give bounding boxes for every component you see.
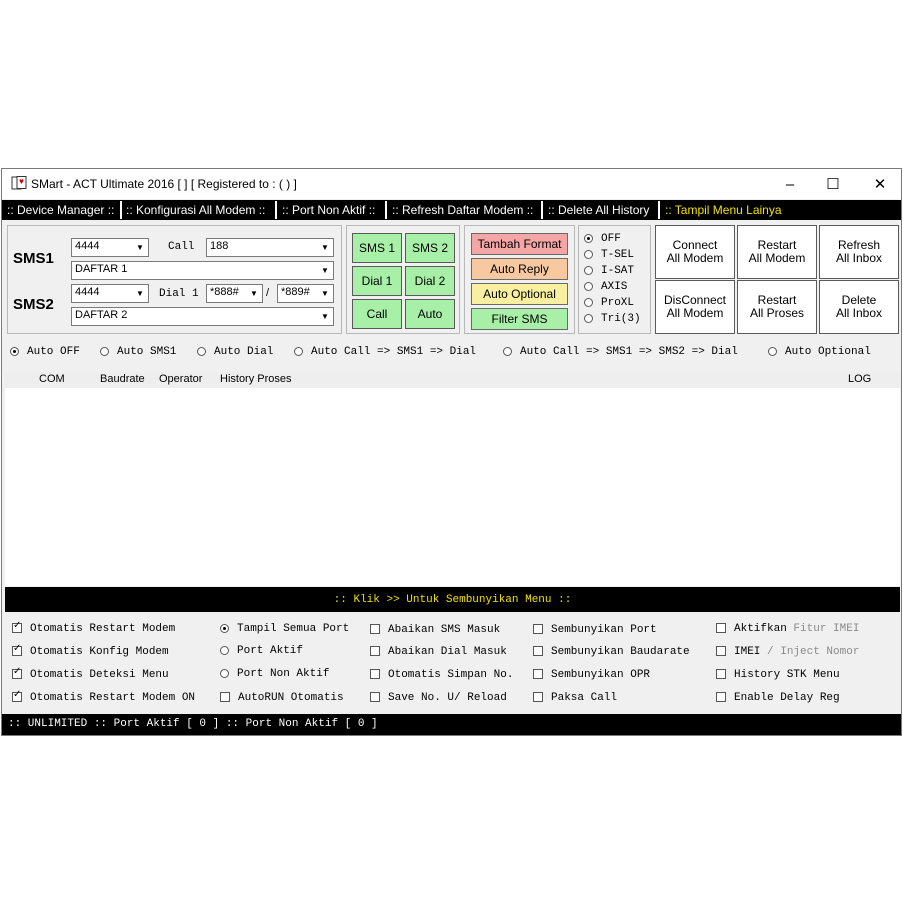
checkbox-icon xyxy=(533,646,543,656)
button-line2: All Modem xyxy=(748,251,806,265)
menu-refresh-daftar-modem[interactable]: :: Refresh Daftar Modem :: xyxy=(392,203,534,217)
checkbox-icon xyxy=(370,692,380,702)
button-line1: DisConnect xyxy=(663,293,727,307)
otomatis-restart-modem-on-checkbox[interactable] xyxy=(12,692,195,704)
table-header xyxy=(5,372,900,388)
radio-selected-icon xyxy=(220,624,229,633)
radio-icon xyxy=(768,347,777,356)
auto-mode-label: Auto Dial xyxy=(214,346,274,358)
status-text: :: UNLIMITED :: Port Aktif [ 0 ] :: Port Non Aktif [ 0 ] xyxy=(8,718,378,730)
aktifkan-fitur-imei-checkbox[interactable] xyxy=(716,623,859,635)
sms2-number-value: 4444 xyxy=(75,286,100,298)
checkbox-icon xyxy=(370,669,380,679)
dial1-code-value: *888# xyxy=(210,286,239,298)
option-label: Otomatis Restart Modem xyxy=(30,623,176,635)
radio-selected-icon xyxy=(584,234,593,243)
auto-mode-label: Auto Call => SMS1 => Dial xyxy=(311,346,477,358)
chevron-down-icon: ▼ xyxy=(318,263,332,278)
option-label: Aktifkan xyxy=(734,623,787,635)
dial2-code-value: *889# xyxy=(281,286,310,298)
auto-mode-label: Auto OFF xyxy=(27,346,80,358)
option-label: Save No. U/ Reload xyxy=(388,692,507,704)
paksa-call-checkbox[interactable] xyxy=(533,692,617,704)
dial1-code-select[interactable] xyxy=(206,284,263,303)
port-aktif-radio[interactable] xyxy=(220,645,303,657)
dial2-code-select[interactable] xyxy=(277,284,334,303)
delete-all-inbox-button[interactable] xyxy=(819,280,899,334)
otomatis-konfig-modem-checkbox[interactable] xyxy=(12,646,169,658)
format-buttons-panel xyxy=(464,225,575,334)
auto-optional-button[interactable]: Auto Optional xyxy=(471,283,568,305)
menu-device-manager[interactable]: :: Device Manager :: xyxy=(7,203,115,217)
dial1-button[interactable]: Dial 1 xyxy=(352,266,402,296)
app-window xyxy=(1,168,902,736)
status-bar xyxy=(2,714,901,735)
option-label: Otomatis Konfig Modem xyxy=(30,646,169,658)
imei-inject-nomor-checkbox[interactable] xyxy=(716,646,859,658)
otomatis-deteksi-menu-checkbox[interactable] xyxy=(12,669,169,681)
dial-separator: / xyxy=(266,287,270,299)
disconnect-all-modem-button[interactable] xyxy=(655,280,735,334)
option-label: Port Aktif xyxy=(237,645,304,657)
auto-mode-label: Auto Optional xyxy=(785,346,871,358)
port-non-aktif-radio[interactable] xyxy=(220,668,329,680)
button-line2: All Modem xyxy=(666,306,724,320)
operator-label: OFF xyxy=(601,233,621,245)
operator-panel xyxy=(578,225,651,334)
enable-delay-reg-checkbox[interactable] xyxy=(716,692,840,704)
sms2-keyword-select[interactable] xyxy=(71,307,334,326)
sembunyikan-opr-checkbox[interactable] xyxy=(533,669,650,681)
otomatis-simpan-no-checkbox[interactable] xyxy=(370,669,513,681)
button-line2: All Inbox xyxy=(835,251,883,265)
checkbox-icon xyxy=(716,669,726,679)
column-header-operator[interactable]: Operator xyxy=(159,373,203,385)
button-line2: All Inbox xyxy=(835,306,883,320)
radio-icon xyxy=(584,282,593,291)
auto-reply-button[interactable]: Auto Reply xyxy=(471,258,568,280)
checkbox-checked-icon xyxy=(12,692,22,702)
menu-separator xyxy=(658,201,660,219)
save-no-reload-checkbox[interactable] xyxy=(370,692,507,704)
title-bar[interactable] xyxy=(2,169,901,199)
button-line1: Refresh xyxy=(837,238,881,252)
option-label: History STK Menu xyxy=(734,669,840,681)
checkbox-icon xyxy=(716,692,726,702)
option-label: Sembunyikan Baudarate xyxy=(551,646,690,658)
option-label: Enable Delay Reg xyxy=(734,692,840,704)
close-icon: ✕ xyxy=(873,176,887,193)
operator-radio-tri[interactable] xyxy=(584,313,641,325)
checkbox-icon xyxy=(716,646,726,656)
radio-icon xyxy=(294,347,303,356)
operator-radio-off[interactable] xyxy=(584,233,621,245)
sms1-label: SMS1 xyxy=(13,250,54,267)
operator-radio-isat[interactable] xyxy=(584,265,634,277)
connect-all-modem-button[interactable] xyxy=(655,225,735,279)
abaikan-dial-masuk-checkbox[interactable] xyxy=(370,646,507,658)
auto-off-radio[interactable] xyxy=(10,346,80,358)
button-line1: Delete xyxy=(841,293,877,307)
option-label: Otomatis Restart Modem ON xyxy=(30,692,196,704)
chevron-down-icon: ▼ xyxy=(318,309,332,324)
operator-label: Tri(3) xyxy=(601,313,641,325)
column-header-log[interactable]: LOG xyxy=(848,373,872,385)
autorun-otomatis-checkbox[interactable] xyxy=(220,692,344,704)
operator-label: T-SEL xyxy=(601,249,635,261)
sms1-button[interactable]: SMS 1 xyxy=(352,233,402,263)
checkbox-icon xyxy=(533,669,543,679)
sms1-number-value: 4444 xyxy=(75,240,100,252)
action-buttons-panel xyxy=(346,225,460,334)
option-label: Otomatis Simpan No. xyxy=(388,669,514,681)
auto-call-sms1-dial-radio[interactable] xyxy=(294,346,476,358)
auto-optional-radio[interactable] xyxy=(768,346,871,358)
option-label: Port Non Aktif xyxy=(237,668,330,680)
dial2-button[interactable]: Dial 2 xyxy=(405,266,455,296)
otomatis-restart-modem-checkbox[interactable] xyxy=(12,623,175,635)
auto-mode-label: Auto Call => SMS1 => SMS2 => Dial xyxy=(520,346,738,358)
auto-sms1-radio[interactable] xyxy=(100,346,176,358)
close-button[interactable] xyxy=(857,169,903,199)
chevron-down-icon: ▼ xyxy=(318,240,332,255)
menu-tampil-menu-lainya[interactable]: :: Tampil Menu Lainya xyxy=(665,203,782,217)
menu-port-non-aktif[interactable]: :: Port Non Aktif :: xyxy=(282,203,376,217)
sms2-button[interactable]: SMS 2 xyxy=(405,233,455,263)
hide-menu-bar[interactable]: :: Klik >> Untuk Sembunyikan Menu :: xyxy=(5,587,900,612)
menu-delete-all-history[interactable]: :: Delete All History xyxy=(548,203,650,217)
dial-label: Dial 1 xyxy=(159,288,199,300)
menu-konfigurasi-all-modem[interactable]: :: Konfigurasi All Modem :: xyxy=(126,203,266,217)
sembunyikan-baudarate-checkbox[interactable] xyxy=(533,646,690,658)
call-label: Call xyxy=(168,241,195,253)
operator-label: AXIS xyxy=(601,281,628,293)
column-header-com[interactable]: COM xyxy=(39,373,65,385)
radio-icon xyxy=(584,314,593,323)
menu-separator xyxy=(385,201,387,219)
radio-icon xyxy=(584,250,593,259)
sms2-keyword-value: DAFTAR 2 xyxy=(75,309,128,321)
option-label-disabled: / Inject Nomor xyxy=(767,646,860,658)
filter-sms-button[interactable]: Filter SMS xyxy=(471,308,568,330)
radio-icon xyxy=(220,646,229,655)
option-label: Paksa Call xyxy=(551,692,618,704)
option-label: Tampil Semua Port xyxy=(237,623,350,635)
option-label: Abaikan Dial Masuk xyxy=(388,646,507,658)
operator-radio-tsel[interactable] xyxy=(584,249,634,261)
menu-separator xyxy=(541,201,543,219)
history-stk-menu-checkbox[interactable] xyxy=(716,669,840,681)
checkbox-icon xyxy=(370,646,380,656)
chevron-down-icon: ▼ xyxy=(133,286,147,301)
chevron-down-icon: ▼ xyxy=(133,240,147,255)
button-line1: Restart xyxy=(757,238,797,252)
column-header-history[interactable]: History Proses xyxy=(220,373,292,385)
column-header-baudrate[interactable]: Baudrate xyxy=(100,373,145,385)
tampil-semua-port-radio[interactable] xyxy=(220,623,349,635)
minimize-button[interactable] xyxy=(767,169,813,199)
sms2-label: SMS2 xyxy=(13,296,54,313)
call-number-select[interactable] xyxy=(206,238,334,257)
checkbox-icon xyxy=(533,624,543,634)
option-label: Otomatis Deteksi Menu xyxy=(30,669,169,681)
chevron-down-icon: ▼ xyxy=(247,286,261,301)
radio-icon xyxy=(584,266,593,275)
modem-log-list[interactable] xyxy=(5,388,900,586)
option-label: IMEI xyxy=(734,646,761,658)
radio-icon xyxy=(220,669,229,678)
radio-icon xyxy=(100,347,109,356)
sms2-number-select[interactable] xyxy=(71,284,149,303)
option-label: Sembunyikan OPR xyxy=(551,669,651,681)
auto-call-sms1-sms2-dial-radio[interactable] xyxy=(503,346,738,358)
checkbox-icon xyxy=(220,692,230,702)
restart-all-modem-button[interactable] xyxy=(737,225,817,279)
checkbox-checked-icon xyxy=(12,646,22,656)
checkbox-checked-icon xyxy=(12,623,22,633)
abaikan-sms-masuk-checkbox[interactable] xyxy=(370,624,500,636)
radio-icon xyxy=(584,298,593,307)
chevron-down-icon: ▼ xyxy=(318,286,332,301)
sms1-keyword-value: DAFTAR 1 xyxy=(75,263,128,275)
radio-icon xyxy=(503,347,512,356)
option-label: Abaikan SMS Masuk xyxy=(388,624,501,636)
refresh-all-inbox-button[interactable] xyxy=(819,225,899,279)
call-button[interactable]: Call xyxy=(352,299,402,329)
operator-label: ProXL xyxy=(601,297,635,309)
sms-config-panel xyxy=(7,225,342,334)
button-line1: Connect xyxy=(672,238,718,252)
call-number-value: 188 xyxy=(210,240,229,252)
operator-label: I-SAT xyxy=(601,265,635,277)
app-cards-icon xyxy=(11,176,27,190)
checkbox-icon xyxy=(533,692,543,702)
window-title: SMart - ACT Ultimate 2016 [ ] [ Registered to : ( ) ] xyxy=(31,177,297,191)
auto-button[interactable]: Auto xyxy=(405,299,455,329)
operator-radio-proxl[interactable] xyxy=(584,297,634,309)
menu-separator xyxy=(275,201,277,219)
radio-selected-icon xyxy=(10,347,19,356)
button-line2: All Modem xyxy=(666,251,724,265)
auto-mode-label: Auto SMS1 xyxy=(117,346,177,358)
option-label: AutoRUN Otomatis xyxy=(238,692,344,704)
checkbox-icon xyxy=(716,623,726,633)
sms1-number-select[interactable] xyxy=(71,238,149,257)
button-line1: Restart xyxy=(757,293,797,307)
maximize-icon: ☐ xyxy=(826,176,840,193)
option-label: Sembunyikan Port xyxy=(551,624,657,636)
restart-all-proses-button[interactable] xyxy=(737,280,817,334)
menu-bar xyxy=(2,200,901,220)
checkbox-checked-icon xyxy=(12,669,22,679)
operator-radio-axis[interactable] xyxy=(584,281,627,293)
auto-dial-radio[interactable] xyxy=(197,346,273,358)
minimize-icon: – xyxy=(785,175,795,193)
sembunyikan-port-checkbox[interactable] xyxy=(533,624,657,636)
maximize-button[interactable] xyxy=(810,169,856,199)
menu-separator xyxy=(120,201,122,219)
option-label-disabled: Fitur IMEI xyxy=(793,623,860,635)
radio-icon xyxy=(197,347,206,356)
sms1-keyword-select[interactable] xyxy=(71,261,334,280)
checkbox-icon xyxy=(370,624,380,634)
button-line2: All Proses xyxy=(749,306,805,320)
tambah-format-button[interactable]: Tambah Format xyxy=(471,233,568,255)
